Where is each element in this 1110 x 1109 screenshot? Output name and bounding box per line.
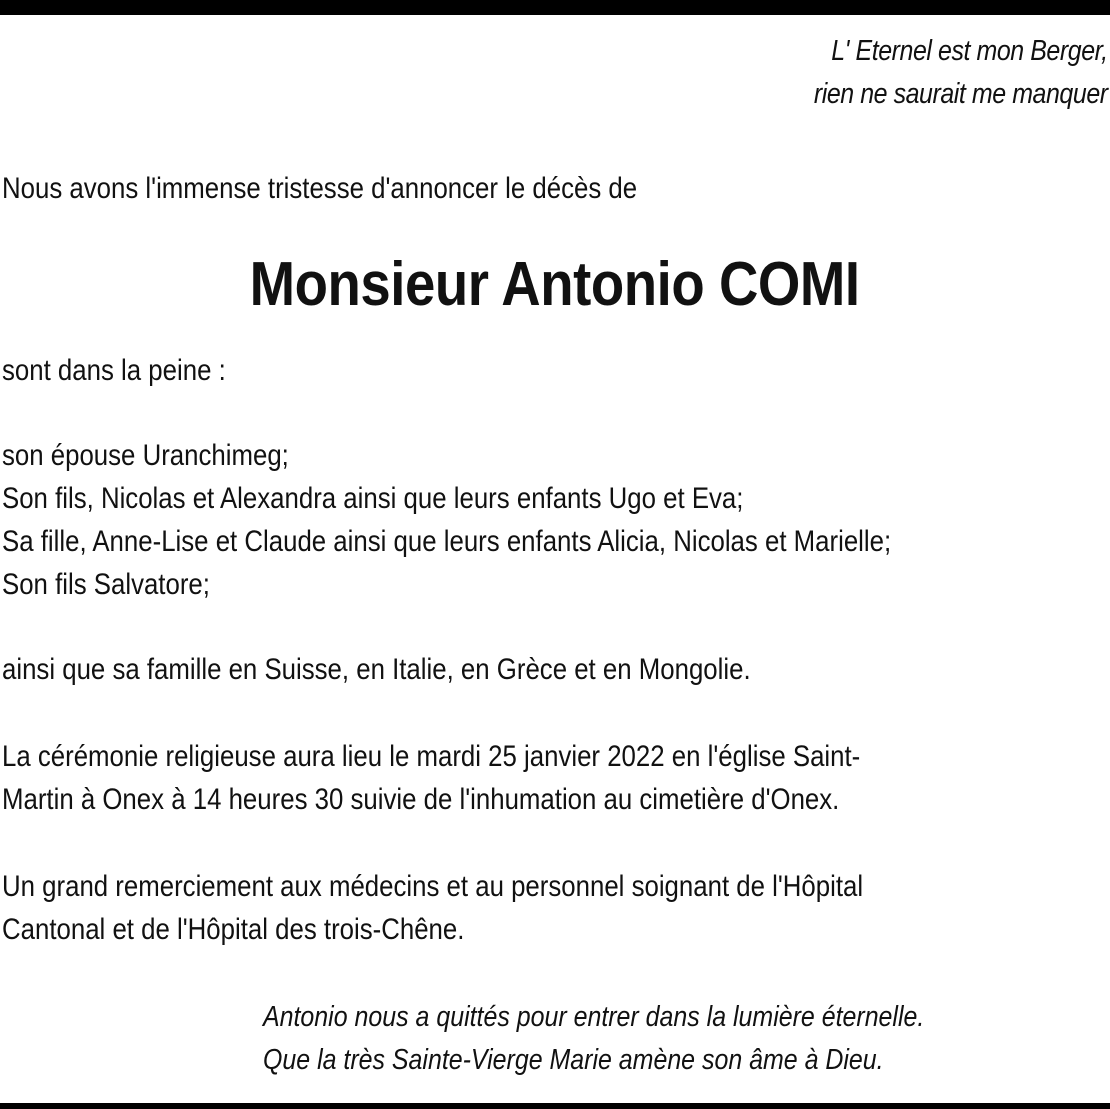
thanks-line-2: Cantonal et de l'Hôpital des trois-Chêne.: [2, 913, 465, 946]
extended-family: ainsi que sa famille en Suisse, en Italie, en Grèce et en Mongolie.: [2, 653, 751, 686]
deceased-name-text: Monsieur Antonio COMI: [249, 250, 861, 319]
closing-line-2: Que la très Sainte-Vierge Marie amène son âme à Dieu.: [263, 1044, 884, 1076]
bottom-border-rule: [0, 1103, 1110, 1109]
ceremony-line-2: Martin à Onex à 14 heures 30 suivie de l'inhumation au cimetière d'Onex.: [2, 783, 840, 816]
thanks-line-1: Un grand remerciement aux médecins et au personnel soignant de l'Hôpital: [2, 870, 864, 903]
mourners-intro: sont dans la peine :: [2, 354, 226, 387]
top-border-rule: [0, 0, 1110, 15]
family-line: Sa fille, Anne-Lise et Claude ainsi que leurs enfants Alicia, Nicolas et Marielle;: [2, 525, 892, 558]
closing-line-1: Antonio nous a quittés pour entrer dans la lumière éternelle.: [263, 1001, 925, 1033]
motto-line-2: rien ne saurait me manquer: [814, 78, 1108, 110]
family-line: Son fils Salvatore;: [2, 568, 210, 601]
family-line: son épouse Uranchimeg;: [2, 439, 289, 472]
announcement-intro: Nous avons l'immense tristesse d'annoncer le décès de: [2, 172, 638, 205]
motto-line-1: L' Eternel est mon Berger,: [831, 35, 1108, 67]
ceremony-line-1: La cérémonie religieuse aura lieu le mardi 25 janvier 2022 en l'église Saint-: [2, 740, 861, 773]
closing-prayer: [263, 996, 924, 1082]
deceased-name: [0, 248, 1110, 322]
motto-quote: [814, 30, 1108, 116]
family-line: Son fils, Nicolas et Alexandra ainsi que leurs enfants Ugo et Eva;: [2, 482, 744, 515]
